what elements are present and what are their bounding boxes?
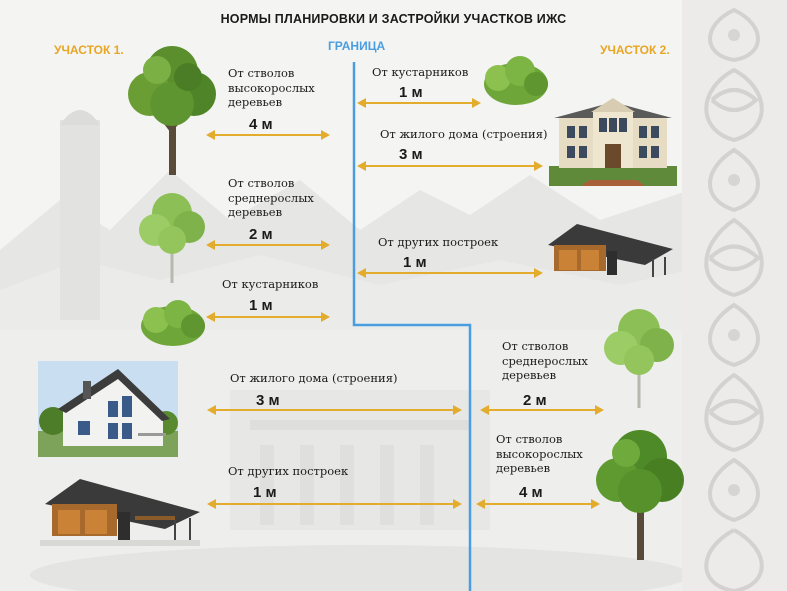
right-distance-1: 1 м: [399, 84, 423, 101]
left-caption-5: От других построек: [228, 464, 349, 478]
right-caption-2: От жилого дома (строения): [380, 127, 548, 141]
tall-tree-icon: [594, 425, 688, 561]
left-caption-4: От жилого дома (строения): [230, 371, 398, 385]
right-distance-5: 4 м: [519, 484, 543, 501]
left-distance-2: 2 м: [249, 226, 273, 243]
medium-tree-icon: [599, 300, 679, 410]
shed-icon: [40, 474, 200, 546]
right-caption-3: От других построек: [378, 235, 499, 249]
right-arrow-5: [476, 499, 600, 510]
left-arrow-4: [207, 405, 462, 416]
left-distance-5: 1 м: [253, 484, 277, 501]
right-distance-3: 1 м: [403, 254, 427, 271]
left-arrow-5: [207, 499, 462, 510]
right-arrow-1: [357, 98, 481, 109]
right-caption-5: От стволов высокорослых деревьев: [496, 432, 583, 475]
shrub-icon: [480, 52, 552, 108]
left-distance-1: 4 м: [249, 116, 273, 133]
right-arrow-4: [480, 405, 604, 416]
page-title: НОРМЫ ПЛАНИРОВКИ И ЗАСТРОЙКИ УЧАСТКОВ ИЖС: [220, 12, 567, 26]
left-caption-3: От кустарников: [222, 277, 319, 291]
right-caption-1: От кустарников: [372, 65, 469, 79]
right-arrow-3: [357, 268, 543, 279]
tall-tree-icon: [122, 42, 224, 177]
left-distance-4: 3 м: [256, 392, 280, 409]
right-distance-4: 2 м: [523, 392, 547, 409]
right-caption-4: От стволов среднерослых деревьев: [502, 339, 588, 382]
right-arrow-2: [357, 161, 543, 172]
shrub-icon: [138, 296, 208, 348]
right-distance-2: 3 м: [399, 146, 423, 163]
shed-icon: [545, 221, 673, 277]
medium-tree-icon: [133, 185, 211, 285]
mansion-icon: [549, 98, 677, 186]
plot-2-label: УЧАСТОК 2.: [600, 43, 670, 57]
left-arrow-2: [206, 240, 330, 251]
left-caption-2: От стволов среднерослых деревьев: [228, 176, 314, 219]
left-distance-3: 1 м: [249, 297, 273, 314]
left-arrow-3: [206, 312, 330, 323]
border-label: ГРАНИЦА: [328, 39, 386, 53]
house-icon: [38, 361, 178, 457]
plot-1-label: УЧАСТОК 1.: [54, 43, 124, 57]
left-arrow-1: [206, 130, 330, 141]
left-caption-1: От стволов высокорослых деревьев: [228, 66, 315, 109]
